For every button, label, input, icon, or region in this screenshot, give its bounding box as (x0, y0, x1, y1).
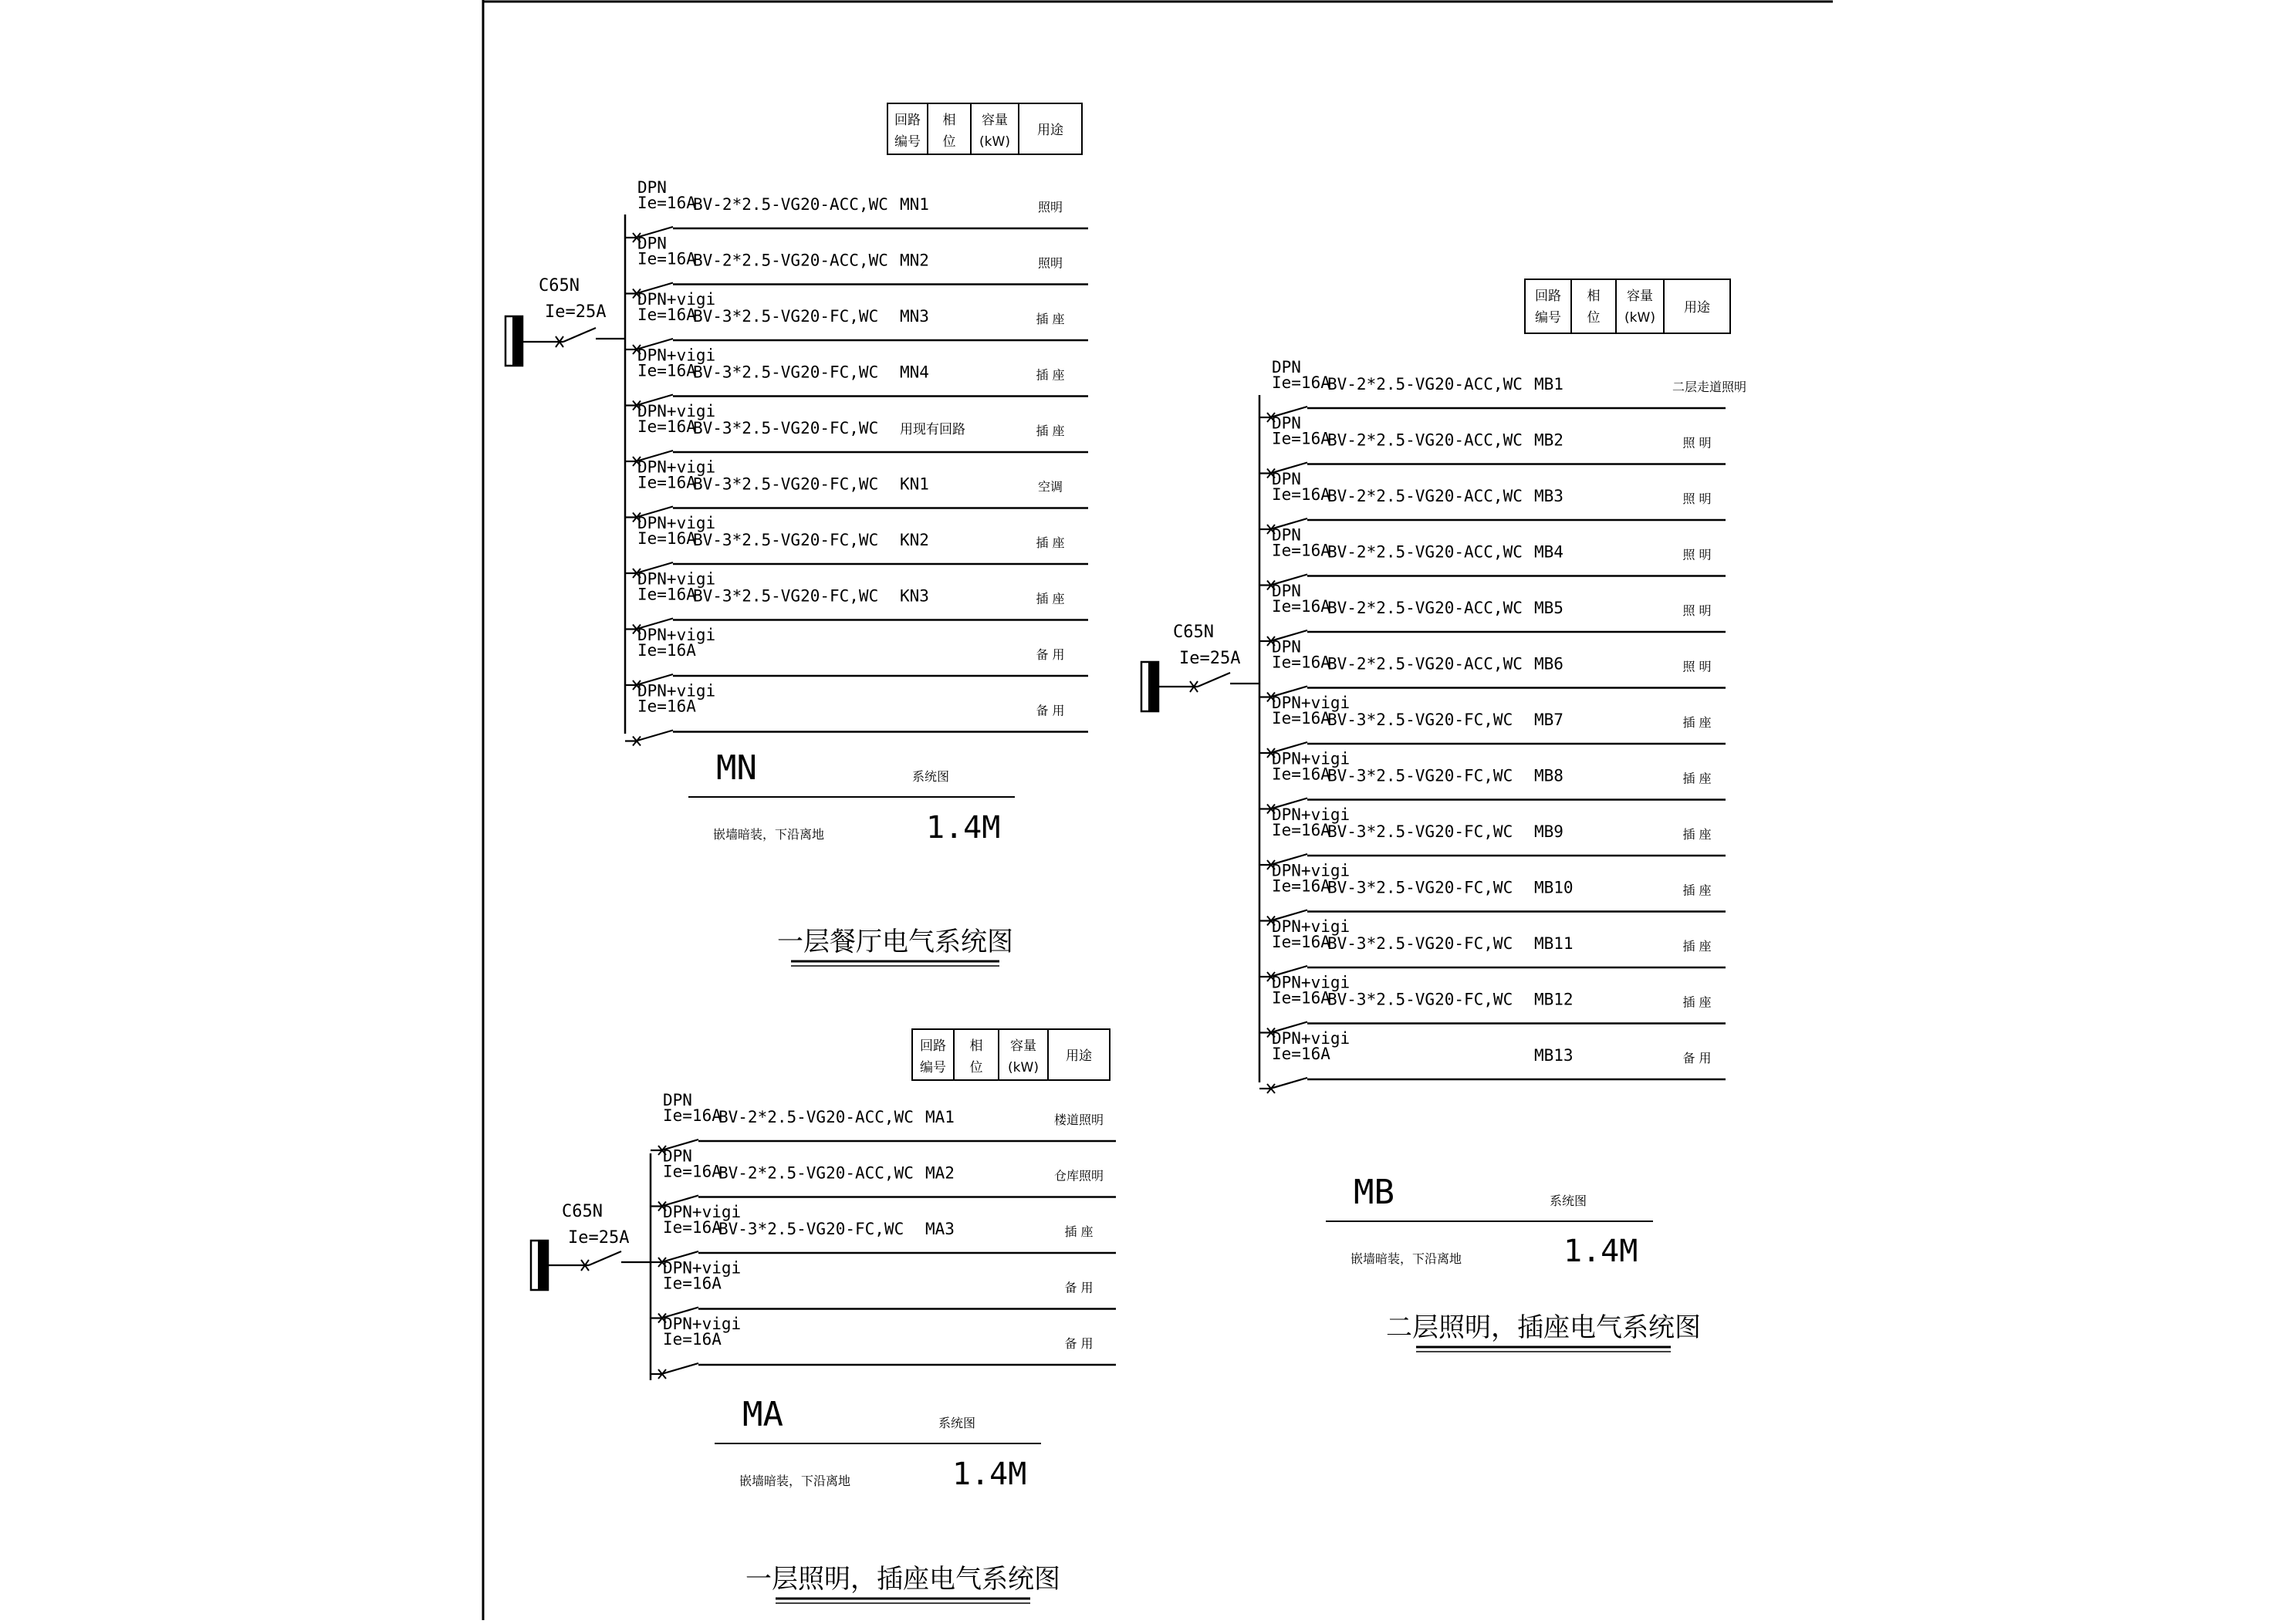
branch-breaker-type: DPN+vigi (1272, 1029, 1351, 1048)
panel-mount-height: 1.4M (1563, 1234, 1638, 1269)
branch-breaker-type: DPN+vigi (1272, 749, 1351, 768)
table-header-capacity-line1: 容量 (1627, 289, 1653, 304)
table-header-capacity-line2: (kW) (1624, 310, 1655, 326)
branch-usage: 插 座 (1036, 535, 1065, 550)
branch-circuit-id: MB9 (1534, 822, 1563, 841)
branch-breaker-type: DPN (663, 1146, 692, 1166)
branch-usage: 插 座 (1682, 827, 1712, 842)
branch-usage: 备 用 (1064, 1280, 1094, 1295)
table-header-phase-line2: 位 (942, 134, 956, 150)
main-breaker-rating: Ie=25A (568, 1228, 630, 1248)
branch-breaker-type: DPN+vigi (637, 681, 716, 701)
branch-cable-spec: BV-3*2.5-VG20-FC,WC (693, 307, 879, 326)
branch-circuit-id: MB8 (1534, 766, 1563, 785)
branch-circuit-id: 用现有回路 (900, 422, 965, 437)
panel-install-note: 嵌墙暗装，下沿离地 (739, 1474, 851, 1488)
main-breaker-rating: Ie=25A (1179, 649, 1241, 668)
branch-breaker-type: DPN+vigi (1272, 917, 1351, 936)
branch-cable-spec: BV-2*2.5-VG20-ACC,WC (693, 195, 888, 214)
table-header-phase-line1: 相 (969, 1038, 983, 1054)
branch-usage: 照明 (1037, 255, 1063, 271)
branch-usage: 插 座 (1682, 771, 1712, 786)
branch-cable-spec: BV-2*2.5-VG20-ACC,WC (693, 251, 888, 270)
branch-breaker-type: DPN+vigi (637, 626, 716, 644)
branch-cable-spec: BV-3*2.5-VG20-FC,WC (1327, 766, 1513, 785)
branch-circuit-id: MB4 (1534, 542, 1563, 562)
table-header-capacity-line2: (kW) (979, 134, 1010, 150)
branch-usage: 插 座 (1036, 367, 1065, 383)
branch-breaker-type: DPN+vigi (1272, 805, 1351, 824)
table-header-capacity-line2: (kW) (1008, 1060, 1039, 1075)
branch-breaker-rating: Ie=16A (637, 585, 696, 604)
incoming-bus-bar-fill (1148, 662, 1158, 711)
branch-circuit-id: MB2 (1534, 430, 1563, 450)
branch-circuit-id: KN3 (900, 586, 929, 606)
branch-circuit-id: MB10 (1534, 878, 1574, 897)
branch-breaker-type: DPN (663, 1091, 692, 1109)
branch-cable-spec: BV-2*2.5-VG20-ACC,WC (1327, 375, 1523, 393)
branch-breaker-type: DPN (1272, 414, 1301, 433)
branch-usage: 仓库照明 (1053, 1168, 1104, 1183)
branch-breaker-rating: Ie=16A (1272, 933, 1330, 951)
table-header-circuit-no-line1: 回路 (894, 113, 921, 128)
branch-breaker-rating: Ie=16A (637, 194, 696, 212)
branch-circuit-id: MB3 (1534, 487, 1563, 505)
branch-usage: 插 座 (1036, 591, 1065, 606)
drawing-title: 二层照明，插座电气系统图 (1386, 1312, 1701, 1343)
branch-breaker-rating: Ie=16A (1272, 1045, 1330, 1063)
branch-breaker-type: DPN+vigi (637, 402, 716, 420)
main-breaker-rating: Ie=25A (545, 302, 607, 322)
branch-usage: 插 座 (1036, 312, 1065, 326)
branch-breaker-type: DPN (1272, 582, 1301, 600)
branch-usage: 备 用 (1036, 647, 1065, 662)
branch-cable-spec: BV-3*2.5-VG20-FC,WC (718, 1220, 904, 1238)
branch-breaker-rating: Ie=16A (637, 361, 696, 380)
branch-breaker-rating: Ie=16A (663, 1162, 722, 1181)
branch-usage: 插 座 (1682, 883, 1712, 898)
branch-cable-spec: BV-3*2.5-VG20-FC,WC (1327, 822, 1513, 841)
branch-breaker-rating: Ie=16A (1272, 541, 1330, 560)
branch-breaker-type: DPN (637, 178, 667, 197)
branch-cable-spec: BV-3*2.5-VG20-FC,WC (1327, 878, 1513, 897)
branch-circuit-id: MN4 (900, 363, 929, 382)
branch-circuit-id: MB11 (1534, 934, 1574, 953)
table-header-circuit-no-line1: 回路 (1535, 289, 1561, 304)
branch-breaker-type: DPN+vigi (637, 290, 716, 309)
panel-mount-height: 1.4M (926, 810, 1001, 846)
branch-usage: 插 座 (1682, 715, 1712, 730)
branch-usage: 二层走道照明 (1672, 380, 1747, 394)
branch-circuit-id: MB6 (1534, 654, 1563, 674)
panel-name: MA (742, 1395, 783, 1434)
branch-circuit-id: MA1 (925, 1108, 955, 1126)
table-header-phase-line2: 位 (969, 1060, 983, 1075)
branch-breaker-type: DPN (1272, 525, 1301, 545)
branch-usage: 插 座 (1682, 939, 1712, 954)
branch-breaker-rating: Ie=16A (1272, 765, 1330, 784)
branch-breaker-type: DPN (1272, 358, 1301, 376)
branch-circuit-id: MN3 (900, 307, 929, 326)
branch-breaker-rating: Ie=16A (1272, 709, 1330, 728)
branch-cable-spec: BV-3*2.5-VG20-FC,WC (1327, 934, 1513, 953)
table-header-phase-line1: 相 (1587, 289, 1601, 304)
table-header-circuit-no-line1: 回路 (920, 1038, 946, 1054)
branch-breaker-rating: Ie=16A (637, 306, 696, 324)
branch-breaker-rating: Ie=16A (1272, 821, 1330, 839)
branch-breaker-rating: Ie=16A (637, 473, 696, 492)
branch-breaker-type: DPN (637, 234, 667, 253)
branch-breaker-type: DPN+vigi (1272, 973, 1351, 992)
branch-breaker-rating: Ie=16A (637, 417, 696, 436)
branch-breaker-rating: Ie=16A (1272, 597, 1330, 616)
table-header-phase-line2: 位 (1587, 310, 1601, 326)
branch-usage: 照 明 (1682, 603, 1712, 618)
branch-circuit-id: MB12 (1534, 990, 1574, 1009)
branch-circuit-id: MN2 (900, 251, 929, 270)
branch-cable-spec: BV-2*2.5-VG20-ACC,WC (1327, 599, 1523, 617)
branch-breaker-type: DPN+vigi (1272, 694, 1351, 712)
branch-usage: 备 用 (1064, 1336, 1094, 1351)
table-header-circuit-no-line2: 编号 (1535, 310, 1561, 326)
branch-cable-spec: BV-2*2.5-VG20-ACC,WC (1327, 542, 1523, 562)
branch-cable-spec: BV-3*2.5-VG20-FC,WC (693, 531, 879, 549)
table-header-circuit-no-line2: 编号 (920, 1060, 946, 1075)
branch-circuit-id: MB1 (1534, 375, 1563, 393)
branch-usage: 楼道照明 (1053, 1112, 1104, 1127)
drawing-title: 一层餐厅电气系统图 (777, 927, 1013, 957)
branch-breaker-type: DPN+vigi (637, 569, 716, 589)
panel-name: MN (716, 748, 757, 788)
branch-usage: 空调 (1037, 479, 1063, 495)
branch-usage: 照 明 (1682, 435, 1712, 451)
drawing-title: 一层照明，插座电气系统图 (745, 1564, 1060, 1595)
branch-breaker-type: DPN+vigi (637, 346, 716, 365)
branch-cable-spec: BV-3*2.5-VG20-FC,WC (1327, 711, 1513, 729)
branch-cable-spec: BV-2*2.5-VG20-ACC,WC (718, 1163, 914, 1183)
table-header-capacity-line1: 容量 (1010, 1038, 1036, 1054)
table-header-usage: 用途 (1066, 1048, 1092, 1064)
branch-usage: 照 明 (1682, 491, 1712, 506)
branch-cable-spec: BV-2*2.5-VG20-ACC,WC (1327, 654, 1523, 674)
branch-cable-spec: BV-3*2.5-VG20-FC,WC (693, 419, 879, 437)
panel-name: MB (1354, 1173, 1394, 1212)
incoming-bus-bar-fill (538, 1241, 548, 1290)
main-breaker-type: C65N (562, 1202, 603, 1221)
branch-breaker-rating: Ie=16A (637, 529, 696, 548)
branch-usage: 备 用 (1682, 1051, 1712, 1065)
branch-breaker-rating: Ie=16A (637, 697, 696, 716)
branch-cable-spec: BV-3*2.5-VG20-FC,WC (1327, 990, 1513, 1009)
branch-circuit-id: MA2 (925, 1163, 955, 1183)
branch-circuit-id: MB13 (1534, 1046, 1574, 1065)
branch-cable-spec: BV-3*2.5-VG20-FC,WC (693, 363, 879, 382)
branch-breaker-rating: Ie=16A (1272, 429, 1330, 448)
branch-circuit-id: KN2 (900, 531, 929, 549)
branch-breaker-rating: Ie=16A (663, 1274, 722, 1293)
branch-breaker-rating: Ie=16A (663, 1106, 722, 1125)
branch-breaker-rating: Ie=16A (1272, 876, 1330, 896)
table-header-usage: 用途 (1037, 123, 1063, 138)
branch-breaker-rating: Ie=16A (1272, 988, 1330, 1008)
branch-cable-spec: BV-3*2.5-VG20-FC,WC (693, 586, 879, 606)
branch-breaker-type: DPN+vigi (637, 457, 716, 477)
branch-usage: 备 用 (1036, 703, 1065, 718)
branch-cable-spec: BV-2*2.5-VG20-ACC,WC (1327, 487, 1523, 505)
main-breaker-type: C65N (539, 276, 580, 295)
branch-circuit-id: MB5 (1534, 599, 1563, 617)
branch-circuit-id: MN1 (900, 195, 929, 214)
branch-cable-spec: BV-3*2.5-VG20-FC,WC (693, 474, 879, 494)
branch-breaker-rating: Ie=16A (637, 249, 696, 268)
panel-system-label: 系统图 (938, 1416, 976, 1430)
branch-usage: 照明 (1037, 200, 1063, 214)
branch-breaker-type: DPN+vigi (663, 1315, 742, 1333)
branch-usage: 插 座 (1036, 424, 1065, 438)
branch-usage: 插 座 (1064, 1224, 1094, 1239)
branch-breaker-type: DPN+vigi (1272, 861, 1351, 880)
branch-circuit-id: MA3 (925, 1220, 955, 1238)
table-header-usage: 用途 (1684, 300, 1710, 316)
branch-breaker-type: DPN+vigi (663, 1203, 742, 1221)
main-breaker-type: C65N (1173, 623, 1214, 642)
table-header-capacity-line1: 容量 (982, 113, 1008, 128)
branch-circuit-id: MB7 (1534, 711, 1563, 729)
panel-system-label: 系统图 (912, 769, 950, 784)
branch-breaker-rating: Ie=16A (1272, 653, 1330, 672)
panel-mount-height: 1.4M (952, 1457, 1027, 1492)
branch-breaker-rating: Ie=16A (663, 1330, 722, 1349)
branch-breaker-rating: Ie=16A (663, 1218, 722, 1237)
table-header-circuit-no-line2: 编号 (894, 134, 921, 150)
branch-usage: 插 座 (1682, 994, 1712, 1010)
branch-breaker-rating: Ie=16A (637, 641, 696, 660)
panel-install-note: 嵌墙暗装，下沿离地 (1351, 1251, 1462, 1266)
incoming-bus-bar-fill (512, 316, 522, 366)
branch-cable-spec: BV-2*2.5-VG20-ACC,WC (718, 1108, 914, 1126)
branch-usage: 照 明 (1682, 659, 1712, 674)
branch-breaker-type: DPN (1272, 470, 1301, 488)
panel-system-label: 系统图 (1550, 1194, 1587, 1208)
table-header-phase-line1: 相 (942, 113, 956, 128)
branch-breaker-type: DPN (1272, 637, 1301, 657)
branch-usage: 照 明 (1682, 547, 1712, 562)
branch-cable-spec: BV-2*2.5-VG20-ACC,WC (1327, 430, 1523, 450)
branch-breaker-rating: Ie=16A (1272, 373, 1330, 392)
panel-install-note: 嵌墙暗装，下沿离地 (713, 827, 825, 842)
branch-breaker-type: DPN+vigi (663, 1258, 742, 1278)
branch-breaker-rating: Ie=16A (1272, 485, 1330, 504)
branch-breaker-type: DPN+vigi (637, 514, 716, 532)
branch-circuit-id: KN1 (900, 474, 929, 494)
